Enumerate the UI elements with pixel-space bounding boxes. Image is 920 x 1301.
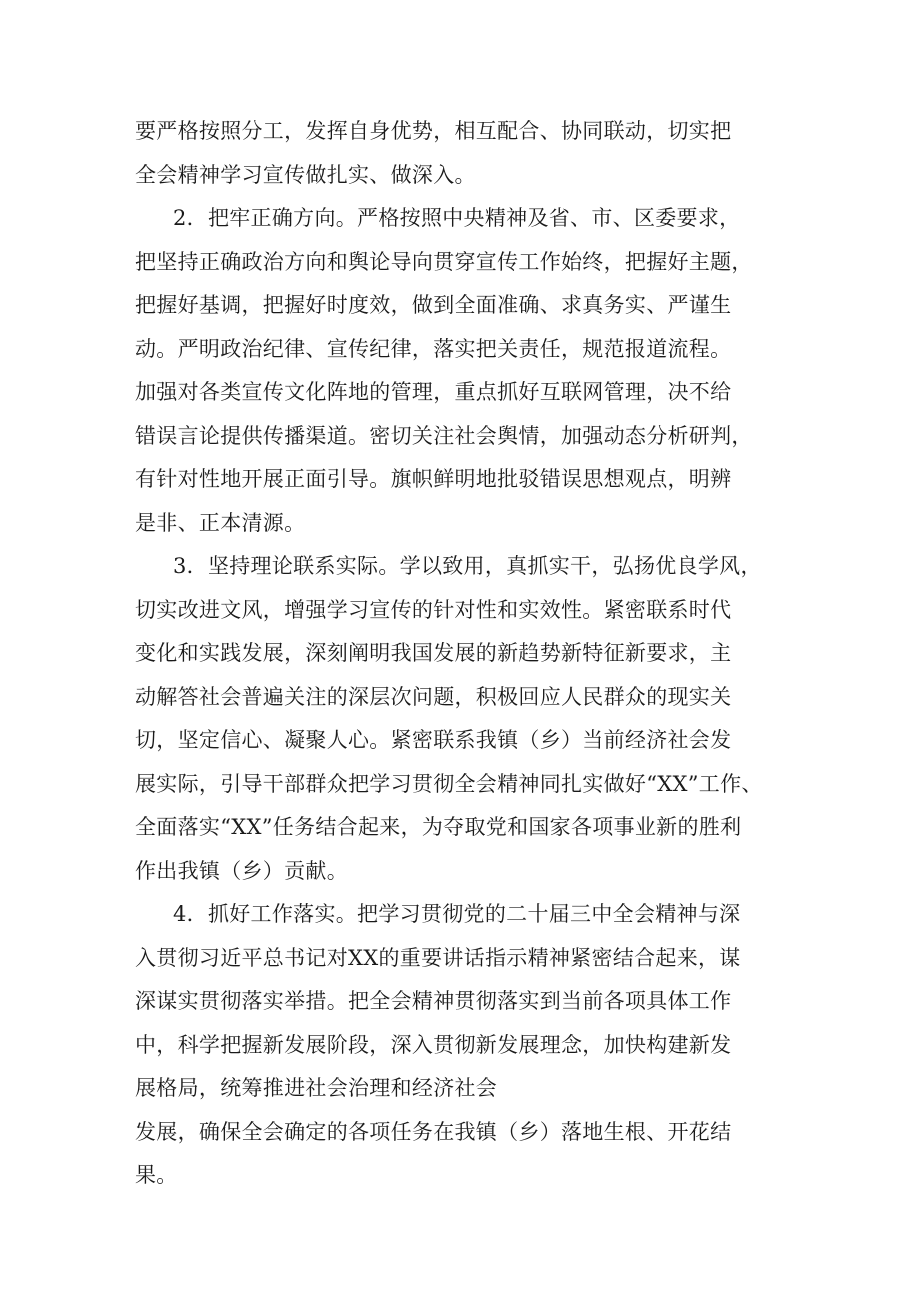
text-line: 错误言论提供传播渠道。密切关注社会舆情，加强动态分析研判， — [135, 423, 753, 448]
text-line: 深谋实贯彻落实举措。把全会精神贯彻落实到当前各项具体工作 — [135, 989, 732, 1013]
paragraph-first-line: 4．抓好工作落实。把学习贯彻党的二十届三中全会精神与深 — [173, 902, 741, 926]
text-line: 有针对性地开展正面引导。旗帜鲜明地批驳错误思想观点，明辨 — [135, 467, 732, 491]
text-line: 展实际，引导干部群众把学习贯彻全会精神同扎实做好“XX”工作、 — [135, 771, 763, 796]
text-line: 把握好基调，把握好时度效，做到全面准确、求真务实、严谨生 — [135, 293, 732, 317]
text-line: 加强对各类宣传文化阵地的管理，重点抓好互联网管理，决不给 — [135, 380, 732, 404]
text-line: 展格局，统筹推进社会治理和经济社会 — [135, 1076, 498, 1100]
text-line: 作出我镇（乡）贡献。 — [135, 858, 348, 883]
text-line: 切实改进文风，增强学习宣传的针对性和实效性。紧密联系时代 — [135, 597, 732, 622]
paragraph-first-line: 3．坚持理论联系实际。学以致用，真抓实干，弘扬优良学风， — [173, 554, 762, 578]
text-line: 果。 — [135, 1163, 178, 1187]
text-line: 是非、正本清源。 — [135, 510, 306, 535]
document-body — [135, 110, 805, 1198]
text-line: 动解答社会普遍关注的深层次问题，积极回应人民群众的现实关 — [135, 684, 732, 709]
text-line: 全会精神学习宣传做扎实、做深入。 — [135, 162, 476, 187]
text-line: 动。严明政治纪律、宣传纪律，落实把关责任，规范报道流程。 — [135, 336, 732, 361]
paragraph-first-line: 2．把牢正确方向。严格按照中央精神及省、市、区委要求， — [173, 206, 741, 230]
text-line: 变化和实践发展，深刻阐明我国发展的新趋势新特征新要求，主 — [135, 641, 732, 665]
text-line: 切，坚定信心、凝聚人心。紧密联系我镇（乡）当前经济社会发 — [135, 728, 732, 752]
text-line: 要严格按照分工，发挥自身优势，相互配合、协同联动，切实把 — [135, 119, 732, 143]
text-line: 中，科学把握新发展阶段，深入贯彻新发展理念，加快构建新发 — [135, 1032, 732, 1057]
text-line: 全面落实“XX”任务结合起来，为夺取党和国家各项事业新的胜利 — [135, 815, 742, 839]
text-line: 发展，确保全会确定的各项任务在我镇（乡）落地生根、开花结 — [135, 1119, 732, 1144]
text-line: 把坚持正确政治方向和舆论导向贯穿宣传工作始终，把握好主题， — [135, 249, 753, 274]
text-line: 入贯彻习近平总书记对XX的重要讲话指示精神紧密结合起来，谋 — [135, 945, 741, 970]
